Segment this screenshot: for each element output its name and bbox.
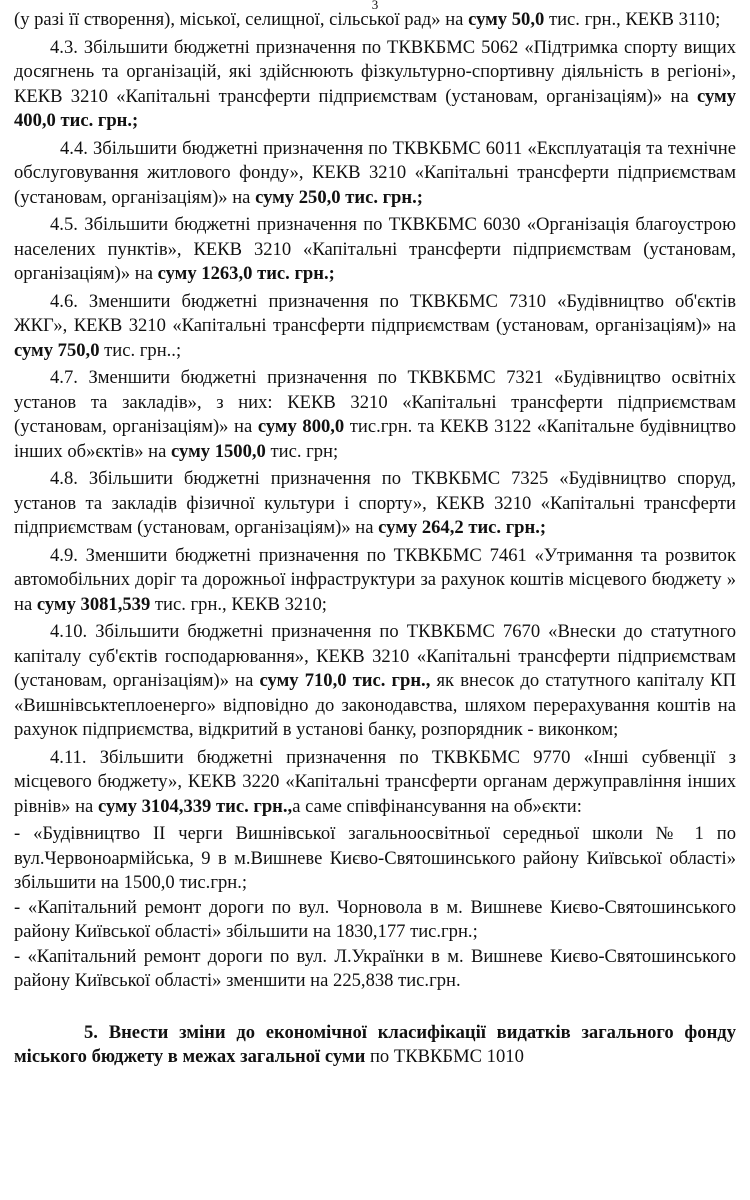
sum-amount: суму 400,0 тис. грн.;	[14, 85, 736, 131]
sum-amount: суму 264,2 тис. грн.;	[378, 517, 547, 538]
page-number: 3	[371, 0, 379, 12]
sum-amount: суму 250,0 тис. грн.;	[255, 186, 423, 208]
item-4-9	[14, 544, 736, 618]
paragraph-text: 4.6. Зменшити бюджетні призначення по ТКВКБМС 7310 «Будівництво об'єктів ЖКГ», КЕКВ 3210 «Капітальні трансферти підприємствам (установам, організаціям)» на	[14, 290, 736, 336]
paragraph-text: 4.3. Збільшити бюджетні призначення по ТКВКБМС 5062 «Підтримка спорту вищих досягнень та організацій, які здійснюють фізкультурно-спортивну діяльність в регіоні», КЕКВ 3210 «Капітальні трансферти підприємствам (установам, організаціям)» на	[14, 36, 736, 107]
sum-amount-second: суму 1500,0	[171, 440, 266, 462]
paragraph-text: 4.7. Зменшити бюджетні призначення по ТКВКБМС 7321 «Будівництво освітніх установ та закладів», з них: КЕКВ 3210 «Капітальні трансферти підприємствам (установам, організаціям)» на	[14, 367, 736, 437]
item-4-7	[14, 366, 736, 464]
item-4-5	[14, 213, 736, 287]
sum-amount: суму 1263,0 тис. грн.;	[157, 263, 335, 284]
document-page	[14, 0, 736, 1200]
paragraph-text: 4.10. Збільшити бюджетні призначення по ТКВКБМС 7670 «Внески до статутного капіталу суб'єктів господарювання», КЕКВ 3210 «Капітальні трансферти підприємствам (установам, організаціям)» на	[14, 621, 736, 691]
section-5-heading	[14, 1021, 736, 1070]
sum-amount: суму 750,0	[14, 339, 100, 361]
item-4-8	[14, 467, 736, 541]
item-4-10	[14, 620, 736, 743]
paragraph-tail: тис.грн. та КЕКВ 3122 «Капітальне будівництво інших об»єктів» на	[14, 416, 736, 462]
sum-amount: суму 710,0 тис. грн.,	[259, 670, 431, 691]
sum-amount: суму 3081,539	[36, 593, 151, 615]
paragraph-tail: тис. грн..;	[99, 339, 182, 361]
object-item: - «Капітальний ремонт дороги по вул. Л.Українки в м. Вишневе Києво-Святошинського району Київської області» зменшити на 225,838 тис.грн.	[14, 945, 736, 991]
paragraph-text: 4.8. Збільшити бюджетні призначення по ТКВКБМС 7325 «Будівництво споруд, установ та закладів фізичної культури і спорту», КЕКВ 3210 «Капітальні трансферти підприємствам (установам, організаціям)» на	[14, 468, 736, 538]
continuation-paragraph	[14, 8, 736, 33]
paragraph-text: 4.9. Зменшити бюджетні призначення по ТКВКБМС 7461 «Утримання та розвиток автомобільних доріг та дорожньої інфраструктури за рахунок коштів місцевого бюджету » на	[14, 544, 736, 615]
sum-amount: суму 3104,339 тис. грн.,	[97, 795, 293, 817]
sum-amount: суму 50,0	[468, 9, 545, 30]
paragraph-tail: тис. грн., КЕКВ 3210;	[150, 593, 327, 615]
section-5-tail: по ТКВКБМС 1010	[365, 1046, 524, 1067]
paragraph-text: (у разі її створення), міської, селищної, сільської рад» на	[14, 9, 469, 30]
item-4-6	[14, 290, 736, 364]
paragraph-tail-second: тис. грн;	[265, 440, 339, 462]
paragraph-tail: а саме співфінансування на об»єкти:	[292, 795, 582, 817]
object-item: - «Будівництво ІІ черги Вишнівської загальноосвітньої середньої школи № 1 по вул.Червоноармійська, 9 в м.Вишневе Києво-Святошинського району Київської області» збільшити на 1500,0 тис.грн.;	[14, 823, 736, 893]
item-4-11	[14, 746, 736, 820]
sum-amount: суму 800,0	[257, 416, 345, 437]
item-4-4	[14, 137, 736, 211]
item-4-3	[14, 36, 736, 134]
paragraph-text: 4.11. Збільшити бюджетні призначення по ТКВКБМС 9770 «Інші субвенції з місцевого бюджету», КЕКВ 3220 «Капітальні трансферти органам держуправління інших рівнів» на	[14, 746, 736, 817]
paragraph-tail: як внесок до статутного капіталу КП «Вишнівськтеплоенерго» відповідно до законодавства, шляхом перерахування коштів на рахунок підприємства, відкритий в установі банку, розпорядник - виконком;	[14, 670, 736, 740]
paragraph-text: 4.5. Збільшити бюджетні призначення по ТКВКБМС 6030 «Організація благоустрою населених пунктів», КЕКВ 3210 «Капітальні трансферти підприємствам (установам, організаціям)» на	[14, 214, 736, 284]
object-item: - «Капітальний ремонт дороги по вул. Чорновола в м. Вишневе Києво-Святошинського району Київської області» збільшити на 1830,177 тис.грн.;	[14, 896, 736, 942]
paragraph-text: 4.4. Збільшити бюджетні призначення по ТКВКБМС 6011 «Експлуатація та технічне обслуговування житлового фонду», КЕКВ 3210 «Капітальні трансферти підприємствам (установам, організаціям)» на	[14, 137, 736, 208]
section-5-bold: 5. Внести зміни до економічної класифікації видатків загального фонду міського бюджету в межах загальної суми	[14, 1021, 736, 1067]
paragraph-tail: тис. грн., КЕКВ 3110;	[544, 9, 721, 30]
